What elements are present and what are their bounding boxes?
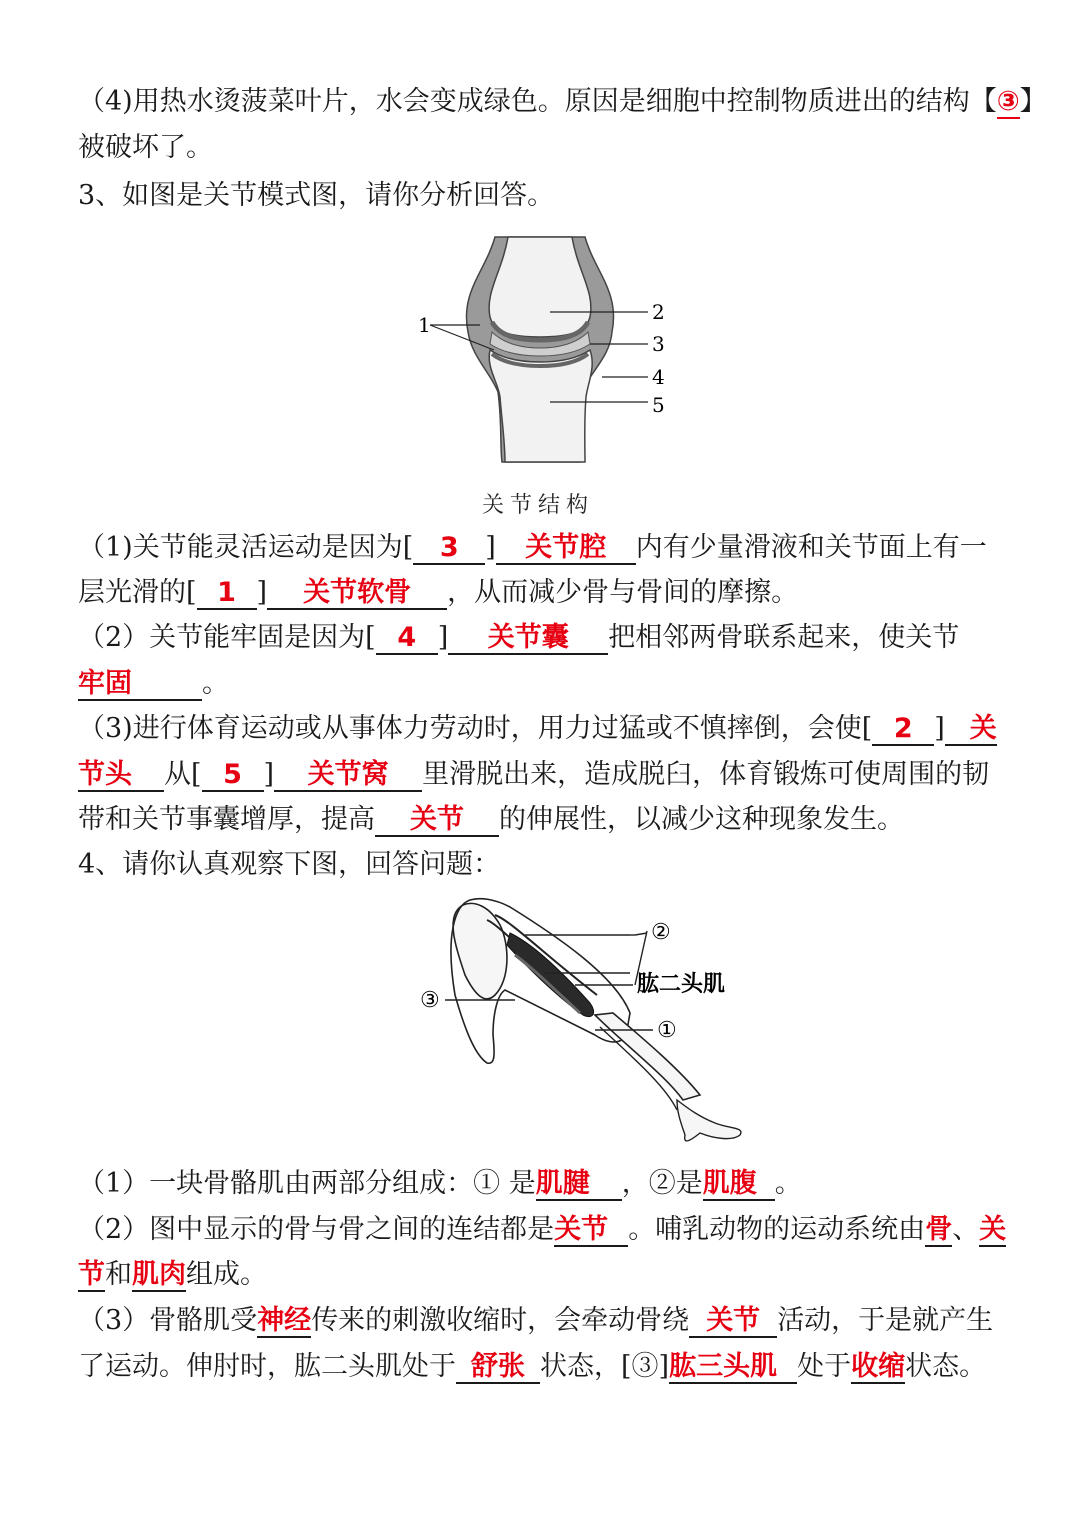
joint-label-1: 1 [418,313,431,337]
q4-p3-text-f: 处于 [797,1351,852,1382]
q4-p3-text-a: （3）骨骼肌受 [78,1305,258,1336]
q3-p1-text-e: ] [256,577,268,608]
arm-label-biceps: 肱二头肌 [637,971,726,997]
q3-p2-text-c: 把相邻两骨联系起来，使关节 [608,622,960,653]
q3-p1-text-c: 内有少量滑液和关节面上有一 [635,532,987,563]
hand [677,1100,741,1141]
q3-p3-answer2a: 关 [945,714,997,746]
q4-p1-answer2: 肌腹 [703,1169,775,1201]
q3-p1-answer4: 关节软骨 [267,578,447,610]
q2-4-line1 [78,84,1047,124]
q4-p3-answer3: 舒张 [456,1352,540,1384]
arm-muscle-diagram [415,895,755,1157]
q3-p3-text-c: 从[ [164,759,202,790]
q4-p1-answer1: 肌腱 [536,1169,622,1201]
q3-p3-answer5: 关节 [375,805,499,837]
q4-p3-text-b: 传来的刺激收缩时，会牵动骨绕 [311,1305,690,1336]
joint-label-4: 4 [652,365,665,389]
q3-p1-text-a: （1)关节能灵活运动是因为[ [78,532,414,563]
q3-p1-answer3: 1 [197,578,257,610]
q3-p3-text-g: 的伸展性，以减少这种现象发生。 [499,804,904,835]
q4-p3-text-d: 了运动。伸肘时，肱二头肌处于 [78,1351,456,1382]
joint-caption: 关节结构 [482,493,595,518]
q3-p3-text-a: （3)进行体育运动或从事体力劳动时，用力过猛或不慎摔倒，会使[ [78,713,873,744]
q3-p1-text-d: 层光滑的[ [78,577,197,608]
q3-p2-text-b: ] [437,622,449,653]
q2-4-text: （4)用热水烫菠菜叶片，水会变成绿色。原因是细胞中控制物质进出的结构【 [78,86,997,117]
q4-p2-answer3a: 关 [979,1214,1007,1245]
q4-p3-answer2: 关节 [689,1306,777,1338]
q3-p3-line1 [78,711,1010,751]
q3-p3-text-b: ] [934,713,945,744]
joint-label-2: 2 [652,300,665,324]
q3-p3-text-e: 里滑脱出来，造成脱臼，体育锻炼可使周围的韧 [422,759,990,790]
q3-title: 3、如图是关节模式图，请你分析回答。 [78,180,555,211]
q3-p3-answer3: 5 [202,760,264,792]
q4-p3-text-g: 状态。 [905,1351,987,1382]
q4-p3-answer5: 收缩 [851,1351,906,1382]
q4-p3-answer4: 肱三头肌 [669,1352,797,1384]
q3-p3-answer4: 关节窝 [274,760,422,792]
q3-p1-text-b: ] [485,532,496,563]
q3-p2-line1 [78,620,1010,660]
q4-p3-line2 [78,1349,1010,1389]
q3-p1-text-f: ，从而减少骨与骨间的摩擦。 [447,577,799,608]
q3-p3-answer1: 2 [872,714,934,746]
biceps-muscle [507,933,594,1017]
q3-p1-line1 [78,530,1010,570]
q3-p1-answer1: 3 [413,533,485,565]
q2-4-bracket: 】 [1019,86,1047,117]
q3-p2-answer3: 牢固 [78,669,202,701]
q4-p2-line2 [78,1257,1010,1297]
q3-p1-answer2: 关节腔 [496,533,636,565]
q3-p2-answer1: 4 [376,623,438,655]
q3-p3-line3 [78,802,1010,842]
q4-p2-text-b: 。哺乳动物的运动系统由 [628,1214,926,1245]
q4-p2-answer1: 关节 [554,1215,628,1247]
q3-p1-line2 [78,575,1010,615]
q4-p2-text-c: 、 [952,1214,980,1245]
q4-p3-text-c: 活动，于是就产生 [777,1305,994,1336]
q4-p1 [78,1166,1010,1206]
q4-p2-text-a: （2）图中显示的骨与骨之间的连结都是 [78,1214,555,1245]
q3-p3-line2 [78,757,1010,797]
q4-p2-text-e: 组成。 [186,1259,267,1290]
q4-p2-answer3b: 节 [78,1259,105,1290]
joint-diagram [390,232,690,472]
arm-label-3: ③ [420,988,440,1013]
q3-p3-text-d: ] [263,759,275,790]
q4-p1-text-b: ，②是 [621,1168,703,1199]
q3-p3-answer2b: 节头 [78,760,164,792]
q4-p1-text-a: （1）一块骨骼肌由两部分组成：① 是 [78,1168,536,1199]
q3-p2-line2 [78,666,1010,706]
q4-p2-answer2: 骨 [925,1214,953,1245]
q4-title: 4、请你认真观察下图，回答问题： [78,849,501,880]
q4-p2-answer4: 肌肉 [132,1259,186,1290]
q4-p3-line1 [78,1303,1010,1343]
q2-4-answer: ③ [996,86,1020,117]
q3-p3-text-f: 带和关节事囊增厚，提高 [78,804,375,835]
q4-p1-text-c: 。 [774,1168,802,1199]
arm-label-2: ② [651,920,671,945]
q2-4-line2: 被破坏了。 [78,132,213,163]
q3-p2-text-a: （2）关节能牢固是因为[ [78,622,376,653]
forearm [595,1013,700,1100]
upper-bone [489,237,591,337]
arm-label-1: ① [657,1018,677,1043]
q3-p2-answer2: 关节囊 [448,623,608,655]
joint-label-3: 3 [652,332,665,356]
q4-p3-answer1: 神经 [257,1305,312,1336]
q4-p2-line1 [78,1212,1010,1252]
q3-p2-text-d: 。 [202,668,229,699]
q4-p3-text-e: 状态，[③] [540,1351,670,1382]
q4-p2-text-d: 和 [105,1259,132,1290]
joint-label-5: 5 [652,393,665,417]
